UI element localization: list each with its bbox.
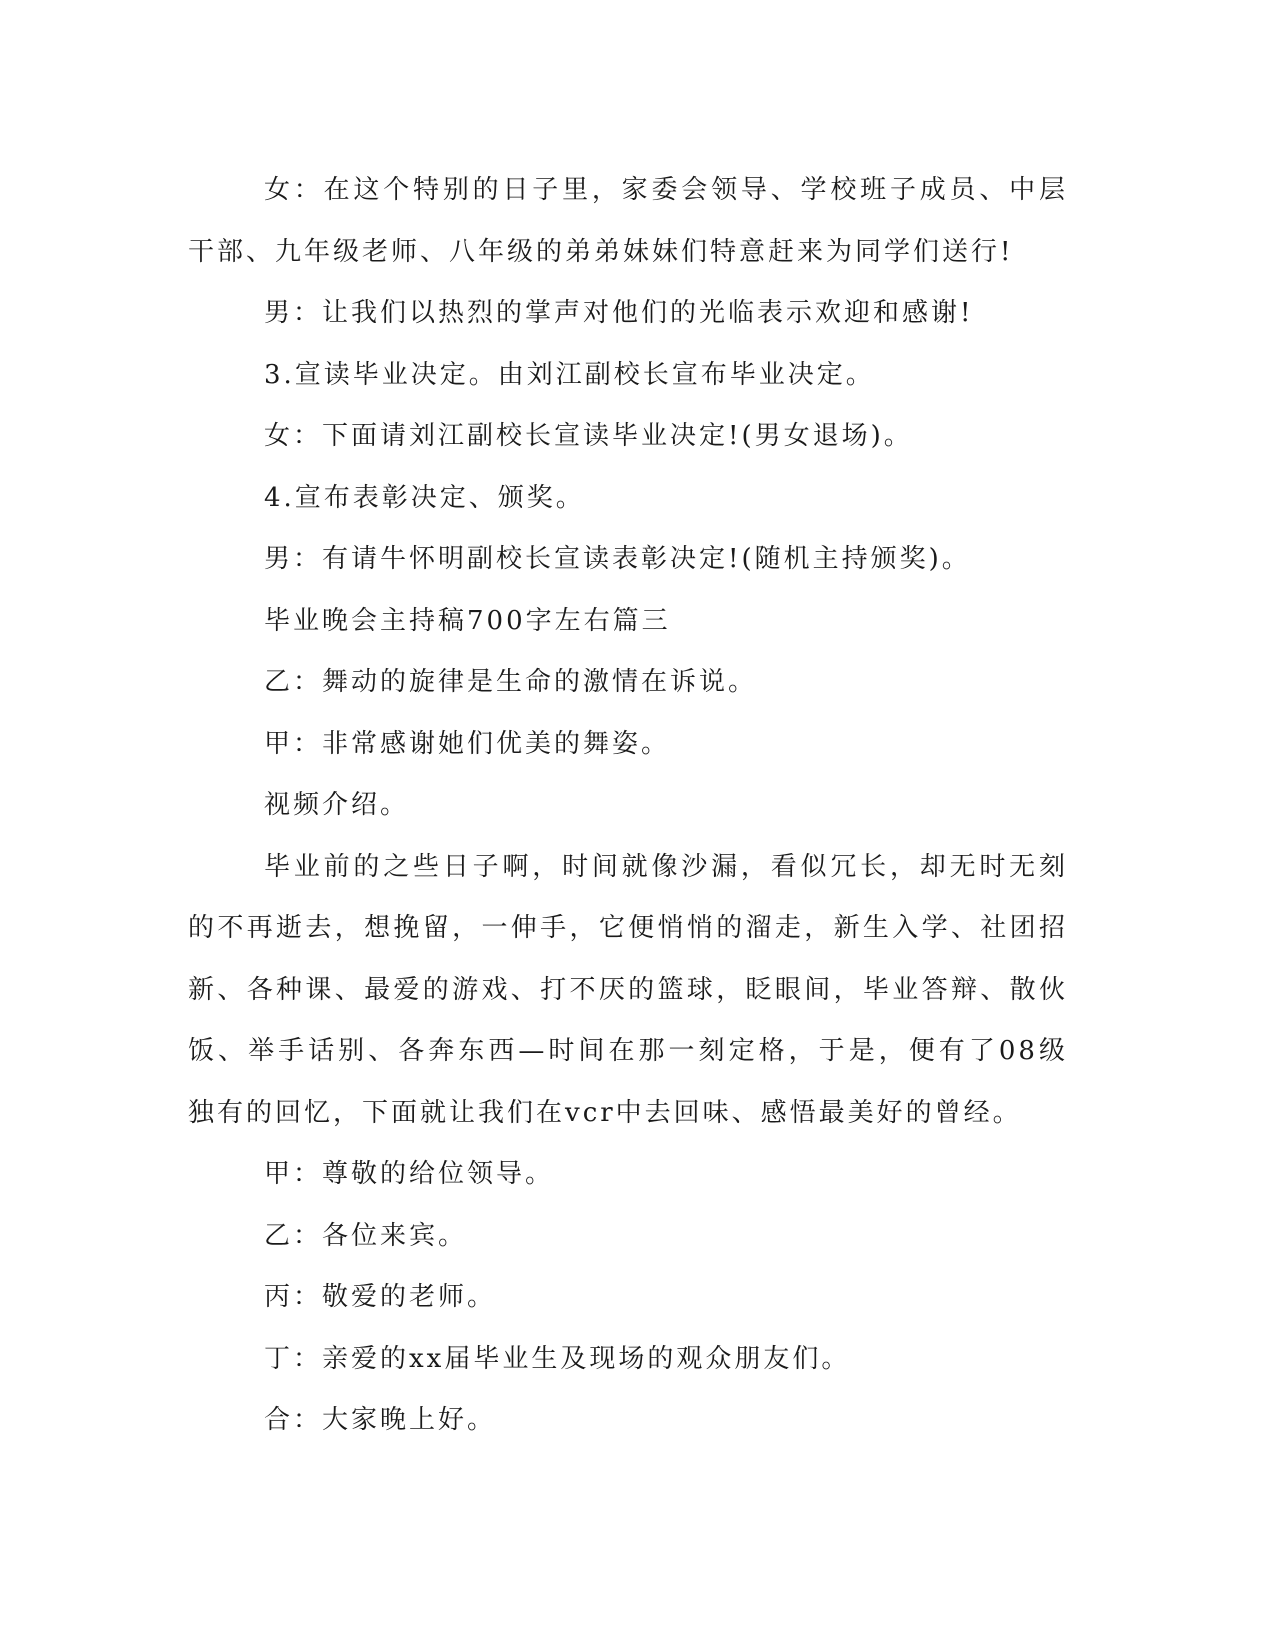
paragraph-2: 男：让我们以热烈的掌声对他们的光临表示欢迎和感谢! [264, 298, 974, 328]
document-body [188, 160, 1068, 1452]
paragraph-12: 甲：尊敬的给位领导。 [264, 1159, 555, 1189]
paragraph-5: 4.宣布表彰决定、颁奖。 [264, 482, 585, 513]
paragraph-15: 丁：亲爱的xx届毕业生及现场的观众朋友们。 [264, 1343, 851, 1374]
paragraph-13: 乙：各位来宾。 [264, 1220, 468, 1251]
paragraph-14: 丙：敬爱的老师。 [264, 1282, 497, 1312]
paragraph-10: 视频介绍。 [264, 790, 410, 820]
section-heading: 毕业晚会主持稿700字左右篇三 [264, 605, 671, 636]
paragraph-1: 女：在这个特别的日子里，家委会领导、学校班子成员、中层干部、九年级老师、八年级的弟弟妹妹们特意赶来为同学们送行! [188, 175, 1068, 267]
paragraph-8: 乙：舞动的旋律是生命的激情在诉说。 [264, 667, 758, 697]
paragraph-16: 合：大家晚上好。 [264, 1405, 497, 1435]
paragraph-6: 男：有请牛怀明副校长宣读表彰决定!(随机主持颁奖)。 [264, 544, 971, 574]
paragraph-9: 甲：非常感谢她们优美的舞姿。 [264, 728, 671, 759]
paragraph-3: 3.宣读毕业决定。由刘江副校长宣布毕业决定。 [264, 359, 875, 390]
paragraph-4: 女：下面请刘江副校长宣读毕业决定!(男女退场)。 [264, 421, 913, 451]
paragraph-11: 毕业前的之些日子啊，时间就像沙漏，看似冗长，却无时无刻的不再逝去，想挽留，一伸手，它便悄悄的溜走，新生入学、社团招新、各种课、最爱的游戏、打不厌的篮球，眨眼间，毕业答辩、散伙饭、举手话别、各奔东西—时间在那一刻定格，于是，便有了08级独有的回忆，下面就让我们在vcr中去回味、感悟最美好的曾经。 [188, 851, 1068, 1128]
